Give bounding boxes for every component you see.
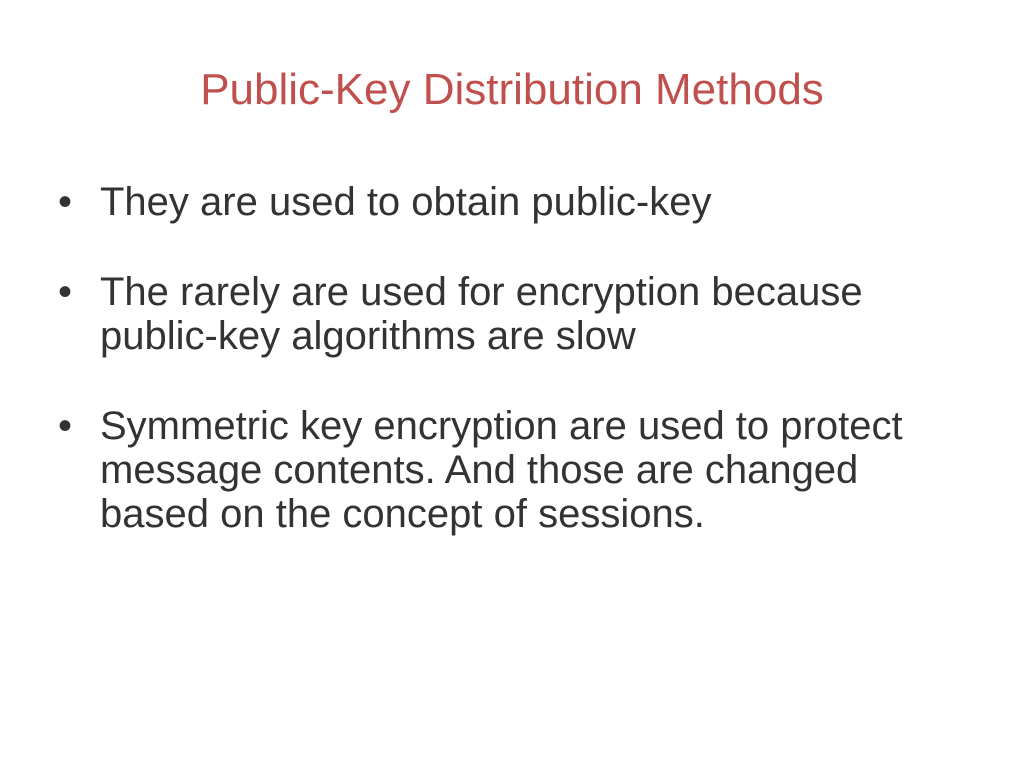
bullet-item bbox=[58, 404, 958, 536]
bullet-text: Symmetric key encryption are used to protect message contents. And those are changed based on the concept of sessions. bbox=[100, 404, 903, 536]
bullet-text: The rarely are used for encryption because public-key algorithms are slow bbox=[100, 270, 863, 358]
slide-title: Public-Key Distribution Methods bbox=[200, 65, 824, 114]
bullet-list bbox=[58, 180, 958, 582]
bullet-item bbox=[58, 270, 958, 358]
bullet-dot: • bbox=[58, 270, 73, 314]
bullet-text: They are used to obtain public-key bbox=[100, 180, 712, 224]
bullet-item bbox=[58, 180, 958, 224]
bullet-dot: • bbox=[58, 180, 73, 224]
bullet-dot: • bbox=[58, 404, 73, 448]
